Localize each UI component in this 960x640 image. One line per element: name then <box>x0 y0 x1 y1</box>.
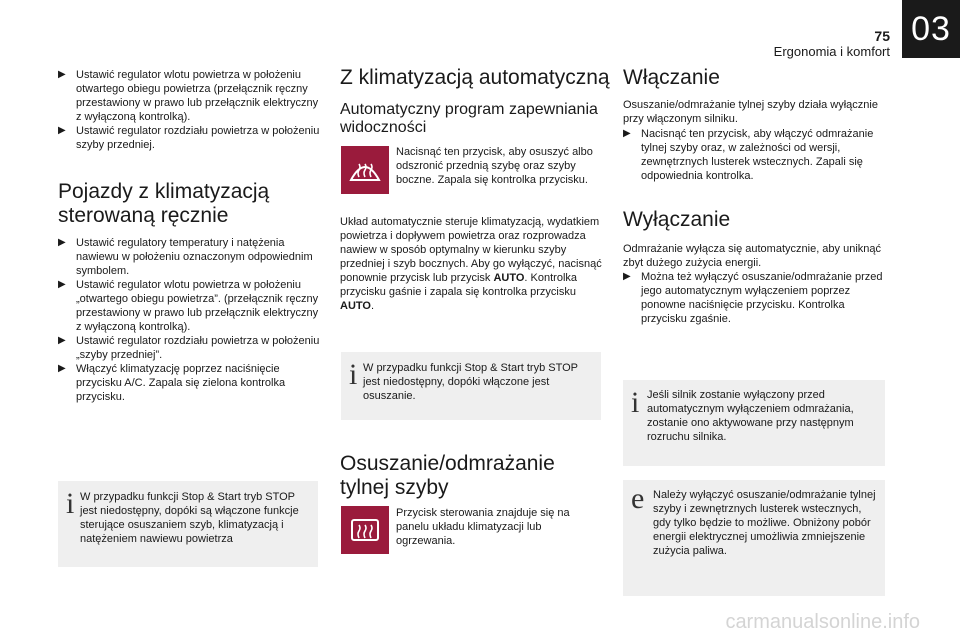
eco-icon: e <box>631 482 645 515</box>
list-item: ▶ Ustawić regulator rozdziału powietrza w położeniu szyby przedniej. <box>58 125 320 151</box>
info-icon: i <box>66 487 75 520</box>
info-icon: i <box>349 358 358 391</box>
info-box-stop-start-2: i W przypadku funkcji Stop & Start tryb STOP jest niedostępny, dopóki włączone jest osuszanie. <box>341 352 601 420</box>
list-item: ▶ Można też wyłączyć osuszanie/odmrażanie przed jego automatycznym wyłączeniem poprzez ponowne naciśnięcie przycisku. Kontrolka przycisku zgaśnie. <box>623 271 883 325</box>
rear-defrost-icon <box>341 506 389 554</box>
heading-rear-defrost: Osuszanie/odmrażanie tylnej szyby <box>340 452 555 499</box>
watermark: carmanualsonline.info <box>725 611 920 633</box>
list-item: ▶ Ustawić regulator rozdziału powietrza w położeniu „szyby przedniej”. <box>58 335 320 361</box>
page-number: 75 <box>874 28 890 44</box>
switch-on-text: Osuszanie/odmrażanie tylnej szyby działa wyłącznie przy włączonym silniku. <box>623 99 878 125</box>
arrow-bullet-icon: ▶ <box>58 363 66 374</box>
section-title: Ergonomia i komfort <box>773 44 890 59</box>
info-box-restart: i Jeśli silnik zostanie wyłączony przed automatycznym wyłączeniem odmrażania, zostanie ono aktywowane przy następnym rozruchu silnika. <box>623 380 885 466</box>
eco-box: e Należy wyłączyć osuszanie/odmrażanie tylnej szyby i zewnętrznych lusterek wstecznych, gdy tylko będzie to możliwe. Obniżony pobór energii elektrycznej umożliwia zmniejszenie zużycia paliwa. <box>623 480 885 596</box>
arrow-bullet-icon: ▶ <box>58 237 66 248</box>
switch-off-text: Odmrażanie wyłącza się automatycznie, aby uniknąć zbyt dużego zużycia energii. <box>623 243 882 269</box>
list-item: ▶ Ustawić regulatory temperatury i natężenia nawiewu w położeniu oznaczonym odpowiednim symbolem. <box>58 237 313 277</box>
heading-auto-ac: Z klimatyzacją automatyczną <box>340 66 610 89</box>
arrow-bullet-icon: ▶ <box>58 125 66 136</box>
visibility-icon-text: Nacisnąć ten przycisk, aby osuszyć albo odszronić przednią szybę oraz szyby boczne. Zapala się kontrolka przycisku. <box>396 146 593 186</box>
arrow-bullet-icon: ▶ <box>58 335 66 346</box>
heading-switch-on: Włączanie <box>623 66 720 89</box>
list-item: ▶ Ustawić regulator wlotu powietrza w położeniu „otwartego obiegu powietrza”. (przełącznik ręczny przestawiony w prawo lub przełącznik elektryczny z wyłączoną kontrolką). <box>58 279 319 333</box>
heading-switch-off: Wyłączanie <box>623 208 731 231</box>
windscreen-defrost-icon <box>341 146 389 194</box>
arrow-bullet-icon: ▶ <box>623 271 631 282</box>
rear-defrost-button-icon <box>341 506 389 554</box>
info-box-stop-start: i W przypadku funkcji Stop & Start tryb STOP jest niedostępny, dopóki są włączone funkcje sterujące osuszaniem szyb, klimatyzacją i natężeniem nawiewu powietrza <box>58 481 318 567</box>
list-item: ▶ Ustawić regulator wlotu powietrza w położeniu otwartego obiegu powietrza (przełącznik ręczny przestawiony w prawo lub przełącznik elektryczny z wyłączoną kontrolką). <box>58 69 319 123</box>
info-icon: i <box>631 386 640 419</box>
arrow-bullet-icon: ▶ <box>58 69 66 80</box>
chapter-tab: 03 <box>902 0 960 58</box>
arrow-bullet-icon: ▶ <box>58 279 66 290</box>
arrow-bullet-icon: ▶ <box>623 128 631 139</box>
list-item: ▶ Włączyć klimatyzację poprzez naciśnięcie przycisku A/C. Zapala się zielona kontrolka przycisku. <box>58 363 286 403</box>
paragraph-auto-control: Układ automatycznie steruje klimatyzacją, wydatkiem powietrza i dopływem powietrza oraz rozprowadza nawiew w sposób optymalny w kierunku szyby przedniej i szyb bocznych. Aby go wyłączyć, nacisnąć ponownie przycisk lub przycisk AUTO. Kontrolka przycisku gaśnie i zapala się kontrolka przycisku AUTO. <box>340 216 602 312</box>
heading-manual-ac: Pojazdy z klimatyzacją sterowaną ręcznie <box>58 180 270 227</box>
list-item: ▶ Nacisnąć ten przycisk, aby włączyć odmrażanie tylnej szyby oraz, w zależności od wersji, zewnętrznych lusterek wstecznych. Zapali się odpowiednia kontrolka. <box>623 128 874 182</box>
rear-defrost-icon-text: Przycisk sterowania znajduje się na panelu układu klimatyzacji lub ogrzewania. <box>396 507 570 547</box>
front-defrost-icon <box>341 146 389 194</box>
subheading-visibility: Automatyczny program zapewniania widoczności <box>340 101 598 136</box>
auto-label: AUTO <box>340 300 371 312</box>
auto-label: AUTO <box>493 272 525 284</box>
